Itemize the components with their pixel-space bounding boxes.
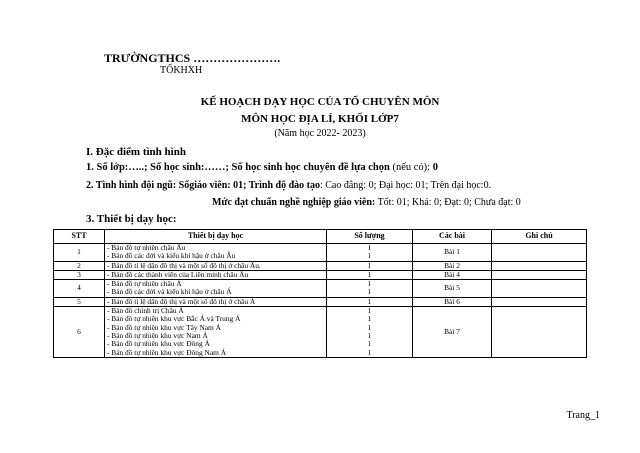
equipment-table — [53, 229, 587, 358]
equipment-cell — [105, 280, 327, 298]
col-header-lessons: Các bài — [413, 230, 492, 244]
stt-value: 3 — [77, 269, 81, 279]
col-header-notes: Ghi chú — [492, 230, 587, 244]
equipment-item: - Bản đồ tự nhiên khu vực Tây Nam Á — [107, 322, 221, 332]
equipment-item: - Bản đồ chính trị Châu Á — [107, 306, 184, 316]
standard-label: Mức đạt chuẩn nghề nghiệp giáo viên: — [212, 197, 376, 208]
lesson-cell — [413, 297, 492, 306]
equipment-item: - Bản đồ các đới và kiểu khí hậu ở châu Á — [107, 287, 232, 297]
section-3-heading: 3. Thiết bị dạy học: — [86, 213, 177, 225]
lesson-value: Bài 1 — [444, 247, 460, 257]
quantity-value: 1 — [367, 330, 372, 340]
quantity-value: 1 — [367, 296, 372, 306]
equipment-table-body — [54, 244, 587, 358]
plan-title: KẾ HOẠCH DẠY HỌC CỦA TỔ CHUYÊN MÔN — [200, 96, 440, 108]
stt-cell — [54, 244, 105, 262]
table-row — [54, 244, 587, 262]
quantity-value: 1 — [367, 243, 372, 252]
note-cell — [492, 307, 587, 358]
equipment-item: - Bản đồ các đới và kiểu khí hậu ở châu Âu — [107, 251, 236, 261]
training-level-values: : Cao đẳng: 0; Đại học: 01; Trên đại học:0. — [319, 180, 492, 191]
quantity-value: 1 — [367, 306, 372, 316]
note-cell — [492, 280, 587, 298]
school-name: TRƯỜNGTHCS …………………. — [104, 51, 281, 65]
equipment-cell — [105, 261, 327, 270]
class-count-label: 1. Số lớp:…..; Số học sinh:……; Số học sinh học chuyên đề lựa chọn — [86, 162, 390, 173]
lesson-cell — [413, 244, 492, 262]
equipment-cell — [105, 307, 327, 358]
equipment-item: - Bản đồ tự nhiên khu vực Đông Nam Á — [107, 347, 227, 357]
class-count-value: 0 — [432, 162, 438, 173]
note-cell — [492, 270, 587, 279]
stt-cell — [54, 307, 105, 358]
equipment-item: - Bản đồ tự nhiên khu vực Đông Á — [107, 339, 210, 349]
lesson-cell — [413, 270, 492, 279]
equipment-item: - Bản đồ tỉ lệ dân đô thị và một số đô thị ở châu Á — [107, 296, 256, 306]
standard-values: Tốt: 01; Khá: 0; Đạt: 0; Chưa đạt: 0 — [375, 197, 521, 208]
note-cell — [492, 244, 587, 262]
equipment-item: - Bản đồ tỉ lệ dân đô thị và một số đô thị ở châu Âu. — [107, 260, 261, 270]
note-cell — [492, 297, 587, 306]
note-cell — [492, 261, 587, 270]
page-number: Trang_1 — [566, 410, 600, 421]
quantity-value: 1 — [367, 269, 372, 279]
equipment-item: - Bản đồ tự nhiên khu vực Nam Á — [107, 330, 208, 340]
stt-value: 4 — [77, 283, 81, 293]
quantity-value: 1 — [367, 287, 372, 297]
section-1-heading: I. Đặc điểm tình hình — [86, 146, 186, 158]
training-level-label: ; Trình độ đào tạo — [243, 180, 320, 191]
equipment-item: - Bản đồ tự nhiên châu Á — [107, 279, 182, 289]
equipment-cell — [105, 244, 327, 262]
quantity-value: 1 — [367, 260, 372, 270]
class-count-note: (nếu có): — [389, 162, 433, 173]
col-header-quantity: Số lượng — [327, 230, 413, 244]
school-year: (Năm học 2022- 2023) — [274, 128, 366, 139]
class-count-line — [86, 162, 438, 173]
subject-title: MÔN HỌC ĐỊA LÍ, KHỐI LỚP7 — [241, 113, 399, 125]
lesson-value: Bài 5 — [444, 283, 460, 293]
lesson-value: Bài 4 — [444, 269, 460, 279]
quantity-value: 1 — [367, 279, 372, 289]
stt-value: 6 — [77, 326, 81, 336]
col-header-stt: STT — [54, 230, 105, 244]
department-name: TỔKHXH — [160, 65, 203, 76]
lesson-cell — [413, 307, 492, 358]
quantity-cell — [327, 244, 413, 262]
table-header-row — [54, 230, 587, 244]
equipment-item: - Bản đồ tự nhiên châu Âu — [107, 243, 186, 252]
quantity-value: 1 — [367, 314, 372, 324]
quantity-value: 1 — [367, 347, 372, 357]
stt-cell — [54, 280, 105, 298]
equipment-item: - Bản đồ tự nhiên khu vực Bắc Á và Trung Á — [107, 314, 241, 324]
stt-value: 2 — [77, 260, 81, 270]
lesson-value: Bài 6 — [444, 296, 460, 306]
lesson-value: Bài 7 — [444, 326, 460, 336]
stt-value: 1 — [77, 247, 81, 257]
lesson-cell — [413, 280, 492, 298]
quantity-cell — [327, 307, 413, 358]
stt-value: 5 — [77, 296, 81, 306]
teacher-count-label: 2. Tình hình đội ngũ: Sốgiáo viên: 01 — [86, 180, 244, 191]
staff-line — [86, 180, 491, 191]
quantity-value: 1 — [367, 322, 372, 332]
stt-cell — [54, 297, 105, 306]
quantity-cell — [327, 280, 413, 298]
stt-cell — [54, 270, 105, 279]
table-row — [54, 280, 587, 298]
table-row — [54, 261, 587, 270]
table-row — [54, 307, 587, 358]
standard-line — [212, 197, 521, 208]
quantity-value: 1 — [367, 339, 372, 349]
quantity-value: 1 — [367, 251, 372, 261]
lesson-value: Bài 2 — [444, 260, 460, 270]
col-header-equipment: Thiết bị dạy học — [105, 230, 327, 244]
equipment-item: - Bản đồ các thành viên của Liên minh châu Âu — [107, 269, 249, 279]
quantity-cell — [327, 261, 413, 270]
